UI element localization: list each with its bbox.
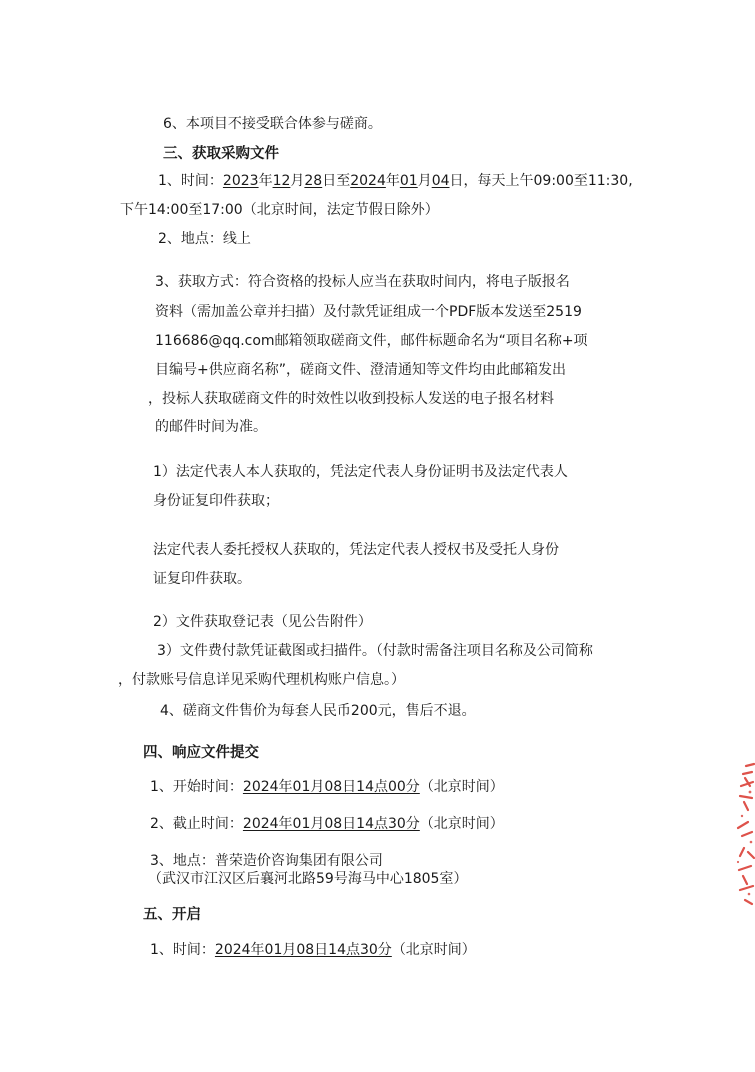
method-line-5: ，投标人获取磋商文件的时效性以收到投标人发送的电子报名材料 bbox=[148, 391, 554, 407]
method-line-4: 目编号+供应商名称”，磋商文件、澄清通知等文件均由此邮箱发出 bbox=[155, 362, 566, 378]
authorized-agent-line-2: 证复印件获取。 bbox=[153, 571, 251, 587]
start-year: 2023 bbox=[222, 173, 259, 189]
month-char-2: 月 bbox=[417, 173, 432, 189]
opening-time-prefix: 1、时间： bbox=[150, 942, 215, 958]
seal-stamp-partial bbox=[726, 752, 755, 912]
month-char: 月 bbox=[290, 173, 305, 189]
end-month: 01 bbox=[399, 173, 418, 189]
payment-voucher-line-1: 3）文件费付款凭证截图或扫描件。（付款时需备注项目名称及公司简称 bbox=[157, 643, 593, 659]
daily-hours: 日，每天上午09:00至11:30, bbox=[449, 173, 633, 189]
method-line-1: 3、获取方式：符合资格的投标人应当在获取时间内，将电子版报名 bbox=[155, 274, 570, 290]
submission-deadline-suffix: （北京时间） bbox=[419, 816, 504, 832]
opening-time-value: 2024年01月08日14点30分 bbox=[214, 942, 392, 958]
legal-rep-line-1: 1）法定代表人本人获取的，凭法定代表人身份证明书及法定代表人 bbox=[153, 464, 568, 480]
start-month: 12 bbox=[272, 173, 291, 189]
acquisition-place: 2、地点：线上 bbox=[158, 231, 251, 247]
end-day: 04 bbox=[431, 173, 450, 189]
submission-deadline-prefix: 2、截止时间： bbox=[150, 816, 243, 832]
acquisition-time-line-2: 下午14:00至17:00（北京时间，法定节假日除外） bbox=[120, 202, 439, 218]
end-year: 2024 bbox=[350, 173, 386, 189]
year-char-2: 年 bbox=[385, 173, 400, 189]
authorized-agent-line-1: 法定代表人委托授权人获取的，凭法定代表人授权书及受托人身份 bbox=[153, 542, 559, 558]
section-5-heading: 五、开启 bbox=[143, 907, 201, 923]
method-line-3: 116686@qq.com邮箱领取磋商文件，邮件标题命名为“项目名称+项 bbox=[155, 333, 588, 349]
submission-address-line: （武汉市江汉区后襄河北路59号海马中心1805室） bbox=[148, 871, 468, 887]
submission-start-line bbox=[150, 778, 504, 796]
submission-start-value: 2024年01月08日14点00分 bbox=[242, 779, 420, 795]
registration-form-line: 2）文件获取登记表（见公告附件） bbox=[153, 614, 372, 630]
submission-deadline-value: 2024年01月08日14点30分 bbox=[242, 816, 420, 832]
section-4-heading: 四、响应文件提交 bbox=[143, 745, 259, 761]
document-price-line: 4、磋商文件售价为每套人民币200元，售后不退。 bbox=[160, 703, 476, 719]
payment-voucher-line-2: ，付款账号信息详见采购代理机构账户信息。） bbox=[118, 672, 405, 688]
submission-start-suffix: （北京时间） bbox=[419, 779, 504, 795]
submission-deadline-line bbox=[150, 815, 504, 833]
year-char: 年 bbox=[258, 173, 273, 189]
method-line-2: 资料（需加盖公章并扫描）及付款凭证组成一个PDF版本发送至2519 bbox=[155, 304, 582, 320]
method-line-6: 的邮件时间为准。 bbox=[155, 419, 267, 435]
submission-start-prefix: 1、开始时间： bbox=[150, 779, 243, 795]
acquisition-time-prefix: 1、时间： bbox=[158, 173, 223, 189]
day-to-char: 日至 bbox=[322, 173, 351, 189]
submission-place-line: 3、地点：普荣造价咨询集团有限公司 bbox=[150, 853, 383, 869]
section-3-heading: 三、获取采购文件 bbox=[163, 146, 279, 162]
seal-stamp-graphic bbox=[726, 752, 755, 912]
item-6-no-consortium: 6、本项目不接受联合体参与磋商。 bbox=[163, 116, 382, 132]
legal-rep-line-2: 身份证复印件获取； bbox=[153, 493, 279, 509]
start-day: 28 bbox=[304, 173, 323, 189]
acquisition-time-line bbox=[158, 172, 633, 190]
opening-time-suffix: （北京时间） bbox=[391, 942, 476, 958]
opening-time-line bbox=[150, 941, 476, 959]
